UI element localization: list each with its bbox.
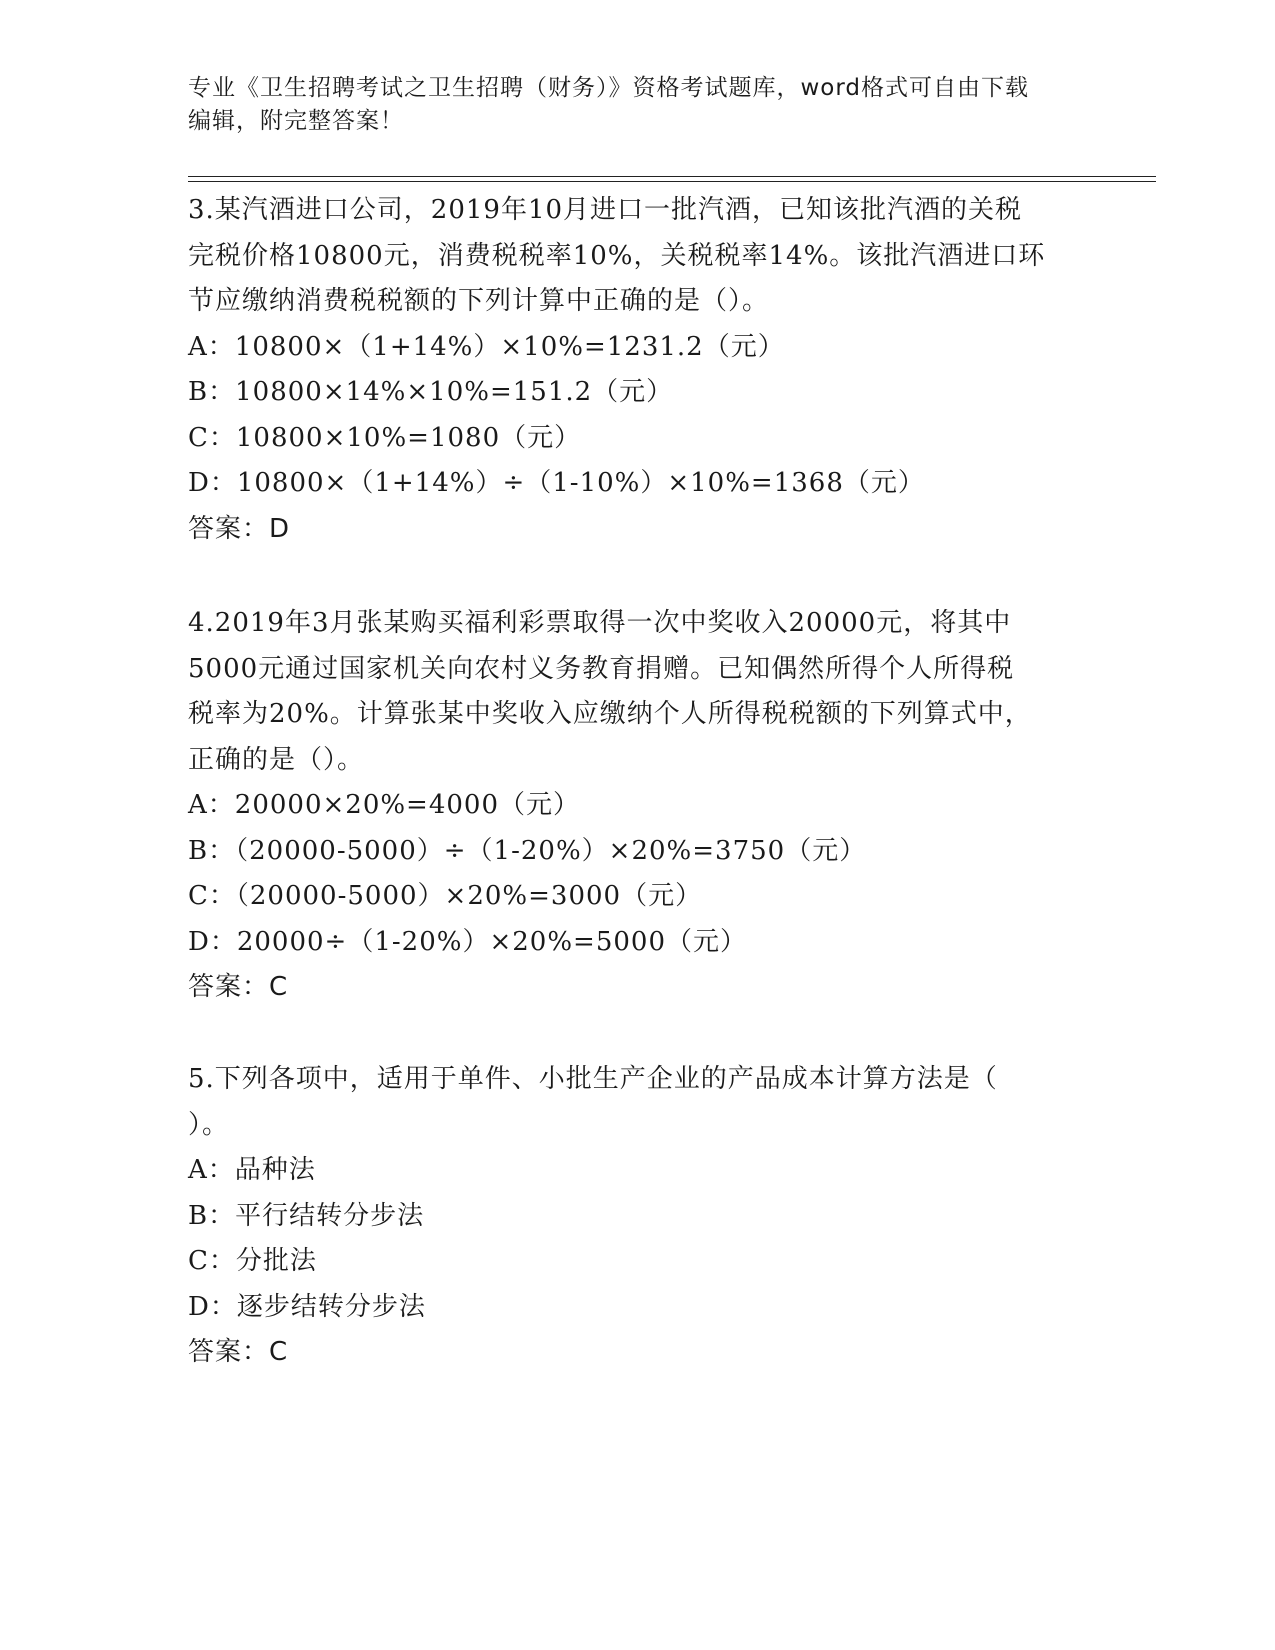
option-a: A：品种法 [188,1155,316,1185]
option-b: B：（20000-5000）÷（1-20%）×20%=3750（元） [188,835,867,866]
question-stem-line: 完税价格10800元，消费税税率10%，关税税率14%。该批汽酒进口环 [188,240,1046,271]
header-divider-bottom [188,181,1156,182]
option-c: C：分批法 [188,1246,317,1276]
question-5 [188,1057,1088,1376]
question-stem-line: 5000元通过国家机关向农村义务教育捐赠。已知偶然所得个人所得税 [188,653,1015,684]
document-header [188,72,1068,138]
question-stem-line: ）。 [188,1109,230,1140]
option-b: B：10800×14%×10%=151.2（元） [188,377,674,407]
option-d: D：20000÷（1-20%）×20%=5000（元） [188,926,747,957]
option-a: A：10800×（1+14%）×10%=1231.2（元） [188,331,785,362]
question-stem-line: 税率为20%。计算张某中奖收入应缴纳个人所得税税额的下列算式中， [188,699,1032,729]
header-divider-top [188,176,1156,177]
answer: 答案：C [188,1337,289,1367]
question-stem-line: 正确的是（）。 [188,744,365,775]
option-c: C：10800×10%=1080（元） [188,422,582,453]
option-a: A：20000×20%=4000（元） [188,790,581,820]
question-stem-line: 5.下列各项中，适用于单件、小批生产企业的产品成本计算方法是（ [188,1064,998,1094]
option-d: D：逐步结转分步法 [188,1291,426,1322]
question-3 [188,188,1088,552]
header-line-1: 专业《卫生招聘考试之卫生招聘（财务）》资格考试题库，word格式可自由下载 [188,75,1030,101]
question-stem-line: 节应缴纳消费税税额的下列计算中正确的是（）。 [188,286,770,316]
option-d: D：10800×（1+14%）÷（1-10%）×10%=1368（元） [188,468,925,498]
answer: 答案：D [188,513,291,544]
question-4 [188,601,1088,1011]
question-stem-line: 4.2019年3月张某购买福利彩票取得一次中奖收入20000元，将其中 [188,608,1012,638]
header-line-2: 编辑，附完整答案！ [188,108,404,134]
option-c: C：（20000-5000）×20%=3000（元） [188,881,703,911]
answer: 答案：C [188,972,289,1002]
question-stem-line: 3.某汽酒进口公司，2019年10月进口一批汽酒，已知该批汽酒的关税 [188,195,1023,225]
option-b: B：平行结转分步法 [188,1200,425,1231]
